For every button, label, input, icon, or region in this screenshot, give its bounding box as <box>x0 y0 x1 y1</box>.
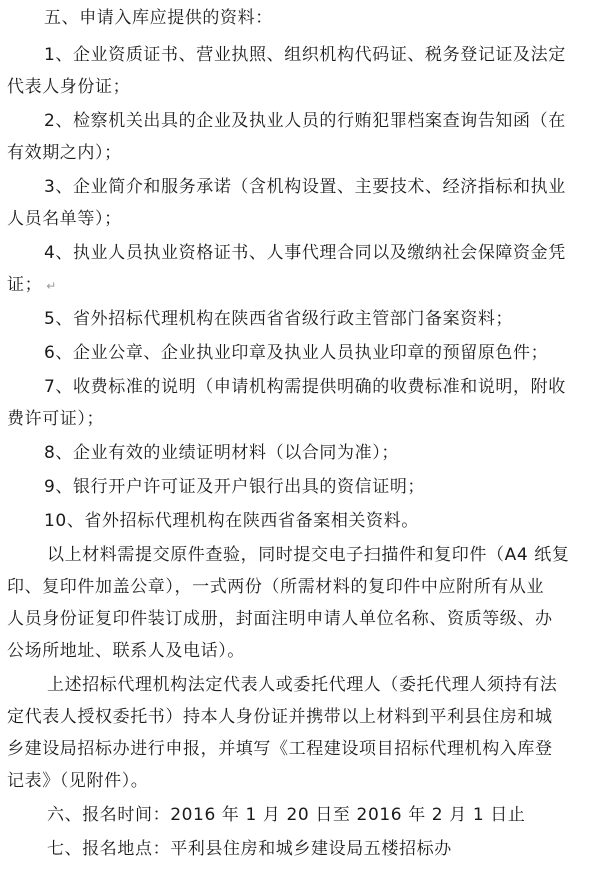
item-2-line-2: 有效期之内）； <box>7 143 122 163</box>
item-7-line-2: 费许可证）； <box>7 409 105 429</box>
item-4-line-1: 4、执业人员执业资格证书、人事代理合同以及缴纳社会保障资金凭 <box>44 243 566 263</box>
item-1-line-2: 代表人身份证； <box>7 77 131 97</box>
item-3-line-2: 人员名单等）； <box>7 209 122 229</box>
item-4-line-2-text: 证； <box>7 275 43 295</box>
materials-para-line-2: 印、复印件加盖公章），一式两份（所需材料的复印件中应附所有从业 <box>7 577 545 597</box>
item-10: 10、省外招标代理机构在陕西省备案相关资料。 <box>44 511 419 531</box>
section5-title: 五、申请入库应提供的资料： <box>44 8 273 28</box>
item-5: 5、省外招标代理机构在陕西省省级行政主管部门备案资料； <box>44 309 514 329</box>
paragraph-mark-icon: ↵ <box>46 279 57 293</box>
materials-para-line-4: 公场所地址、联系人及电话）。 <box>7 641 245 661</box>
item-1-line-1: 1、企业资质证书、营业执照、组织机构代码证、税务登记证及法定 <box>44 45 566 65</box>
section6-registration-time: 六、报名时间：2016 年 1 月 20 日至 2016 年 2 月 1 日止 <box>47 805 526 825</box>
item-7-line-1: 7、收费标准的说明（申请机构需提供明确的收费标准和说明，附收 <box>44 377 566 397</box>
section7-registration-place: 七、报名地点：平利县住房和城乡建设局五楼招标办 <box>47 839 452 859</box>
item-2-line-1: 2、检察机关出具的企业及执业人员的行贿犯罪档案查询告知函（在 <box>44 111 566 131</box>
materials-para-line-3: 人员身份证复印件装订成册，封面注明申请人单位名称、资质等级、办 <box>7 609 553 629</box>
item-4-line-2 <box>7 275 57 296</box>
item-6: 6、企业公章、企业执业印章及执业人员执业印章的预留原色件； <box>44 343 549 363</box>
item-8: 8、企业有效的业绩证明材料（以合同为准）； <box>44 443 399 463</box>
agent-para-line-2: 定代表人授权委托书）持本人身份证并携带以上材料到平利县住房和城 <box>7 707 553 727</box>
agent-para-line-4: 记表》（见附件）。 <box>7 771 149 791</box>
agent-para-line-3: 乡建设局招标办进行申报，并填写《工程建设项目招标代理机构入库登 <box>7 739 553 759</box>
item-3-line-1: 3、企业简介和服务承诺（含机构设置、主要技术、经济指标和执业 <box>44 177 566 197</box>
item-9: 9、银行开户许可证及开户银行出具的资信证明； <box>44 477 426 497</box>
agent-para-line-1: 上述招标代理机构法定代表人或委托代理人（委托代理人须持有法 <box>47 675 558 695</box>
materials-para-line-1: 以上材料需提交原件查验，同时提交电子扫描件和复印件（A4 纸复 <box>47 545 570 565</box>
